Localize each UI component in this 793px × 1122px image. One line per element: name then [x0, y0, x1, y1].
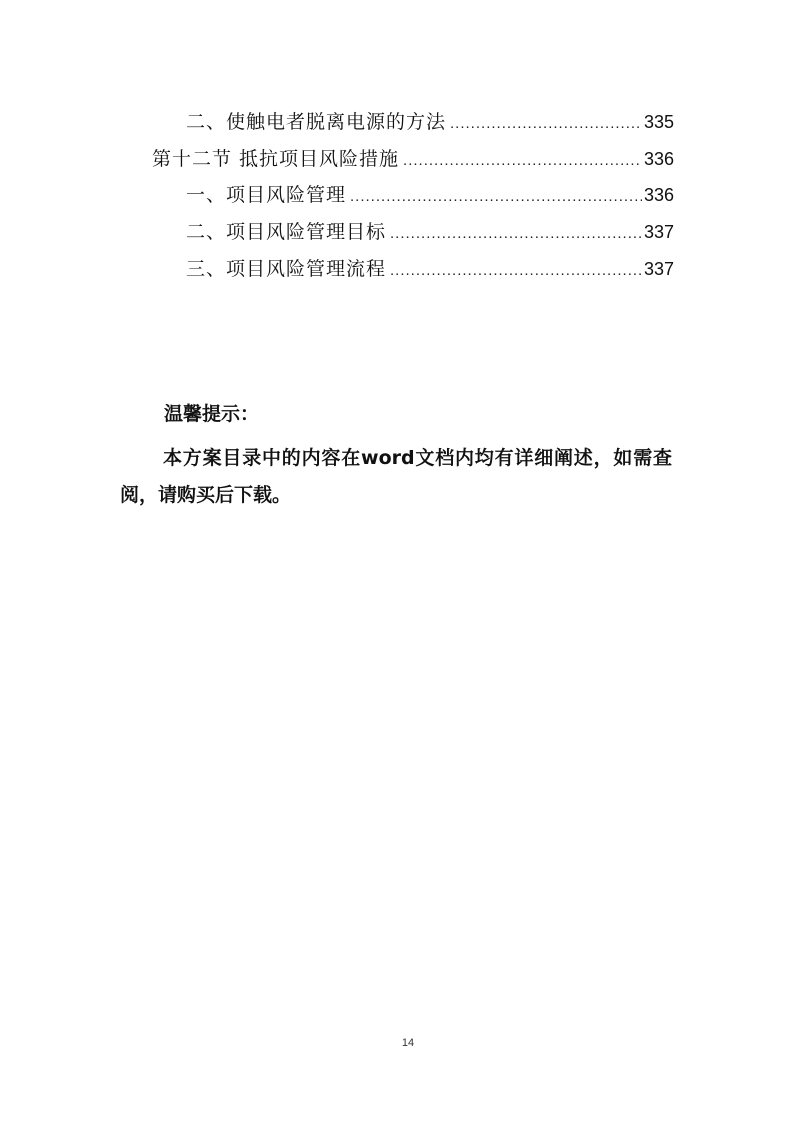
toc-dot-leader	[450, 109, 642, 139]
toc-entry[interactable]	[186, 217, 674, 247]
notice-body: 本方案目录中的内容在word文档内均有详细阐述，如需查阅，请购买后下载。	[120, 447, 672, 506]
notice-title: 温馨提示：	[164, 403, 260, 425]
toc-entry[interactable]	[152, 144, 674, 174]
toc-entry[interactable]	[186, 107, 674, 137]
toc-entry-label: 二、项目风险管理目标	[186, 221, 387, 243]
toc-dot-leader	[390, 256, 642, 286]
toc-entry-label: 三、项目风险管理流程	[186, 258, 387, 280]
page-number: 14	[401, 1037, 415, 1049]
toc-entry-page: 335	[643, 112, 674, 132]
toc-entry-page: 336	[643, 185, 674, 205]
toc-entry[interactable]	[186, 180, 674, 210]
toc-dot-leader	[403, 146, 642, 176]
toc-entry-page: 337	[643, 222, 674, 242]
toc-entry-label: 一、项目风险管理	[186, 184, 347, 206]
toc-entry-label: 第十二节 抵抗项目风险措施	[152, 148, 400, 170]
toc-entry-label: 二、使触电者脱离电源的方法	[186, 111, 447, 133]
toc-entry-page: 337	[643, 259, 674, 279]
toc-entry-page: 336	[643, 149, 674, 169]
toc-entry[interactable]	[186, 254, 674, 284]
toc-dot-leader	[350, 182, 642, 212]
toc-dot-leader	[390, 219, 642, 249]
